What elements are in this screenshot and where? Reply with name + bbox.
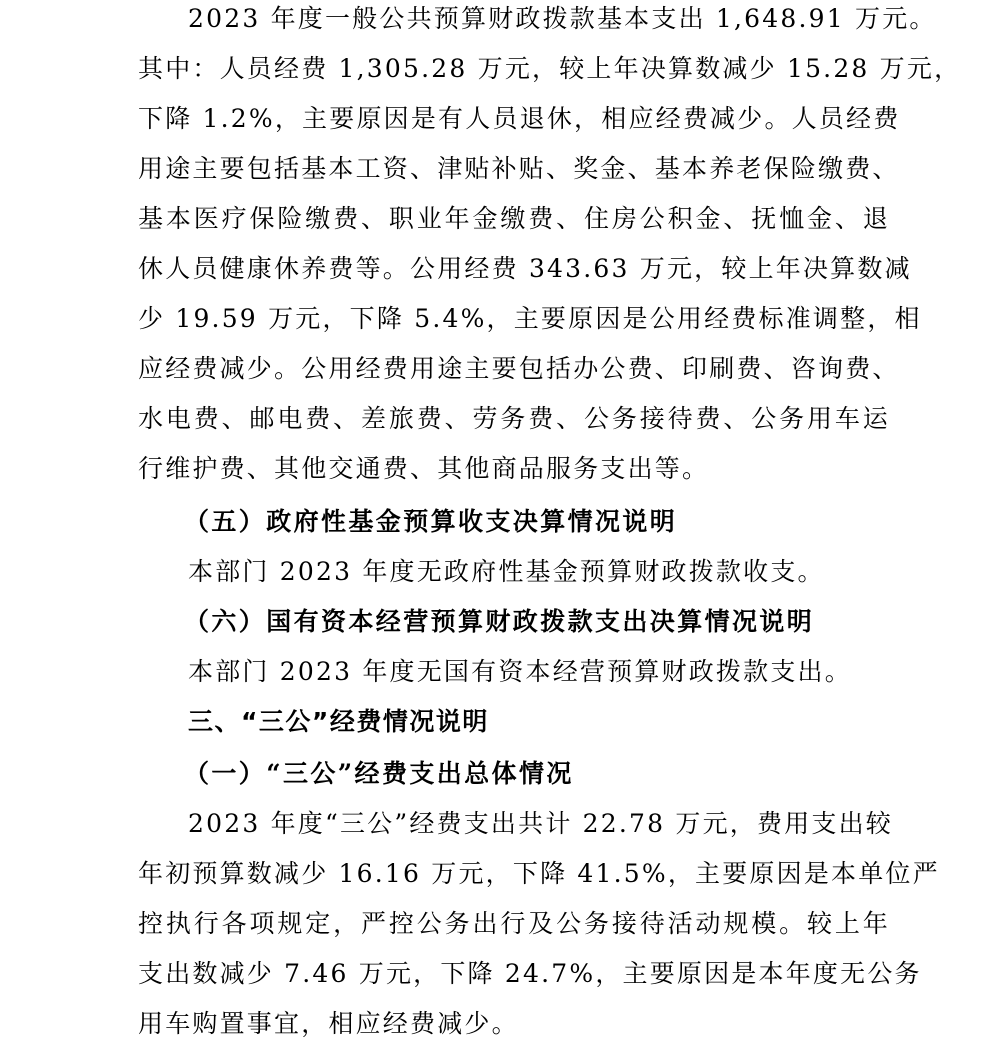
section-heading-3: 三、“三公”经费情况说明 [188,707,489,736]
sub-heading-3-1: （一）“三公”经费支出总体情况 [184,759,574,788]
paragraph-line: 基本医疗保险缴费、职业年金缴费、住房公积金、抚恤金、退 [138,204,890,233]
paragraph-line: 支出数减少 7.46 万元，下降 24.7%，主要原因是本年度无公务 [138,959,922,988]
section-heading-6: （六）国有资本经营预算财政拨款支出决算情况说明 [184,607,815,636]
paragraph-line: 其中：人员经费 1,305.28 万元，较上年决算数减少 15.28 万元， [138,54,962,83]
paragraph-line: 下降 1.2%，主要原因是有人员退休，相应经费减少。人员经费 [138,104,901,133]
paragraph-line: 年初预算数减少 16.16 万元，下降 41.5%，主要原因是本单位严 [138,859,940,888]
paragraph-line: 用车购置事宜，相应经费减少。 [138,1009,519,1038]
paragraph-line: 少 19.59 万元，下降 5.4%，主要原因是公用经费标准调整，相 [138,304,922,333]
paragraph-line: 2023 年度“三公”经费支出共计 22.78 万元，费用支出较 [188,809,893,838]
paragraph-line: 应经费减少。公用经费用途主要包括办公费、印刷费、咨询费、 [138,354,900,383]
paragraph-line: 行维护费、其他交通费、其他商品服务支出等。 [138,454,710,483]
section-text-6: 本部门 2023 年度无国有资本经营预算财政拨款支出。 [188,657,852,686]
section-text-5: 本部门 2023 年度无政府性基金预算财政拨款收支。 [188,557,825,586]
paragraph-line: 水电费、邮电费、差旅费、劳务费、公务接待费、公务用车运 [138,404,890,433]
paragraph-line: 用途主要包括基本工资、津贴补贴、奖金、基本养老保险缴费、 [138,154,900,183]
section-heading-5: （五）政府性基金预算收支决算情况说明 [184,507,678,536]
paragraph-line: 2023 年度一般公共预算财政拨款基本支出 1,648.91 万元。 [188,4,937,33]
paragraph-line: 休人员健康休养费等。公用经费 343.63 万元，较上年决算数减 [138,254,912,283]
paragraph-line: 控执行各项规定，严控公务出行及公务接待活动规模。较上年 [138,909,890,938]
